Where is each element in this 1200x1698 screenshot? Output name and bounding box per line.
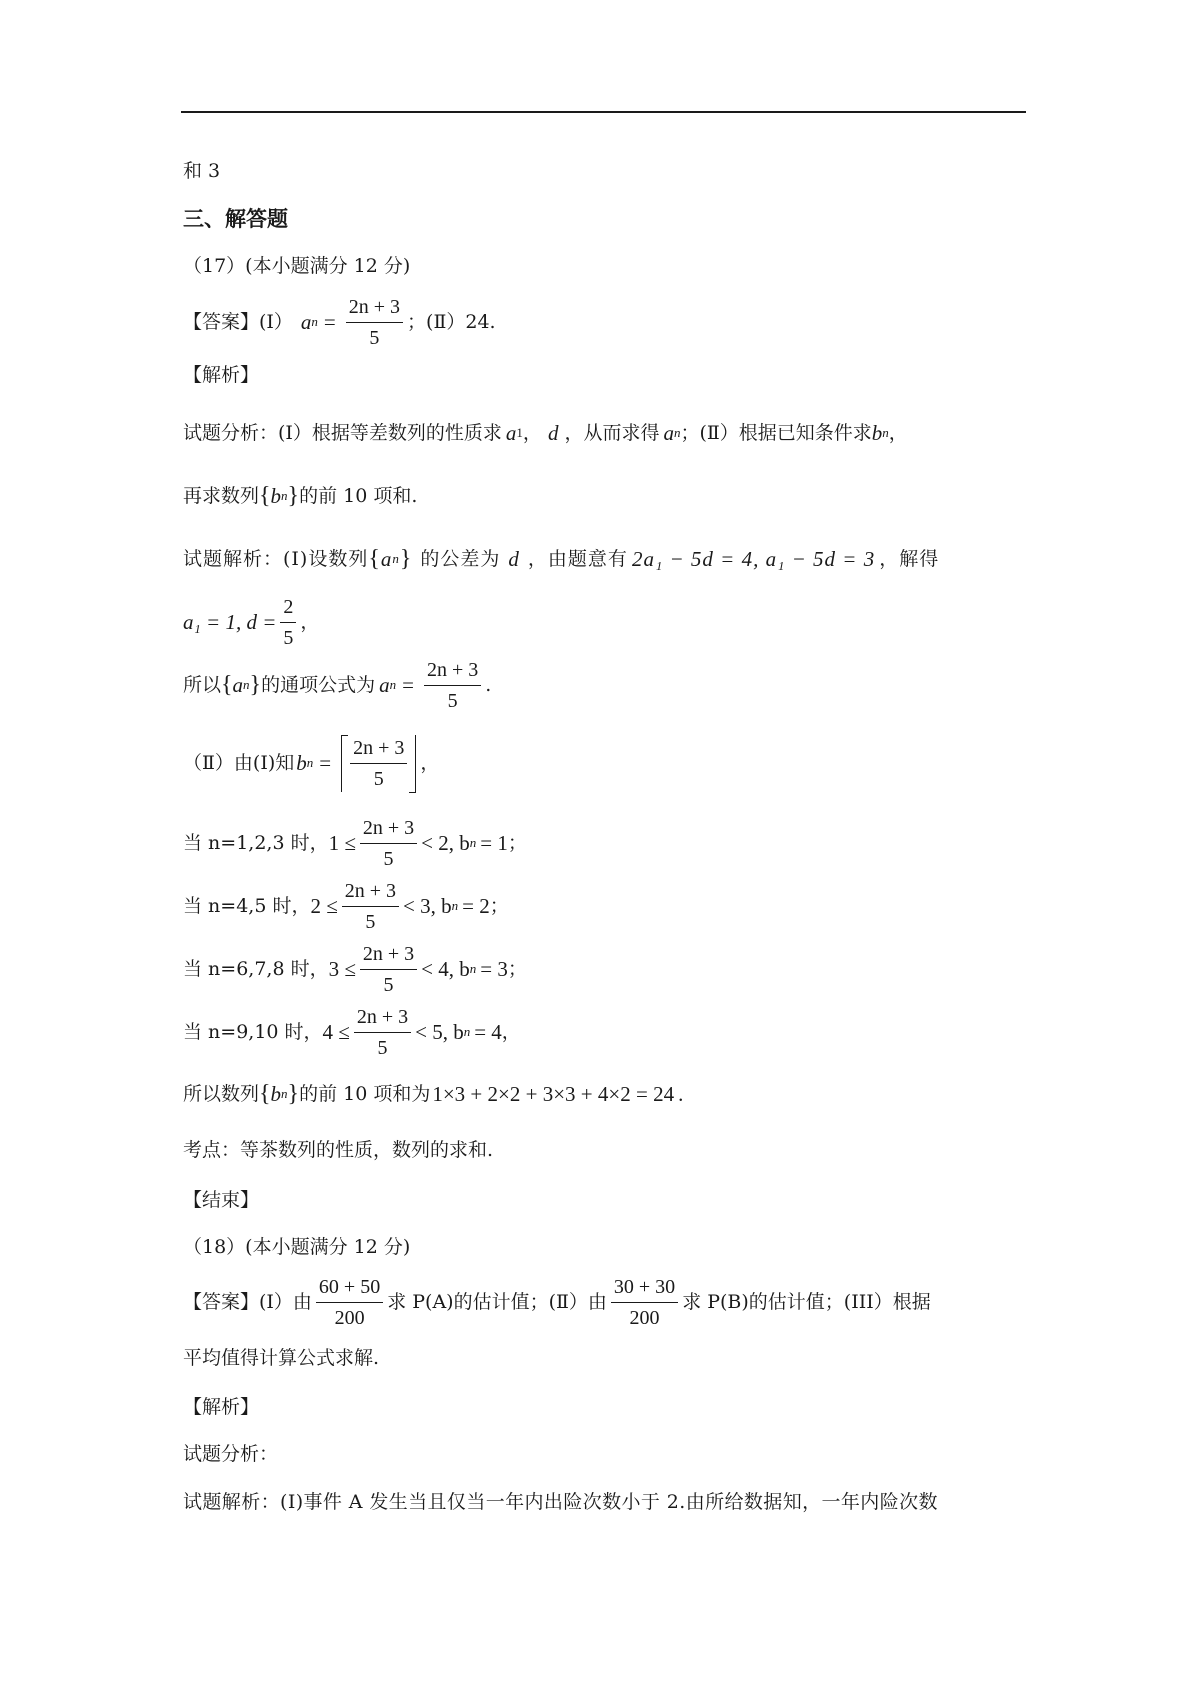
numerator: 2n + 3 [342,878,399,907]
problem-18-title [183,1235,410,1259]
fraction [280,594,296,651]
fraction [346,294,403,351]
solution-step-1-result [183,592,319,652]
math-sub: n [389,677,397,692]
line-text: 的通项公式为 [261,674,376,696]
line-text: 试题解析：(Ⅰ)设数列 [183,548,369,570]
sum-result [183,1079,683,1109]
line-text: 【解析】 [183,364,260,386]
denominator: 5 [447,689,458,712]
denominator: 200 [629,1306,660,1329]
end-marker [183,1188,259,1212]
math-sub: n [673,425,681,440]
general-term [183,655,491,715]
denominator: 5 [373,767,384,790]
line-text: 再求数列 [183,485,260,507]
brace-left: { [259,483,271,509]
line-text: ，解得 [879,548,940,570]
math-sub: n [463,1024,471,1039]
math-var: b [871,421,883,445]
fraction [354,1004,411,1061]
line-text: ；(Ⅱ）根据已知条件求 [680,422,872,444]
line-text: ， [420,752,440,774]
heading-text: 三、解答题 [183,206,288,231]
ceiling-bracket [341,735,416,792]
math-expr: = 3 [480,957,508,981]
denominator: 5 [377,1036,388,1059]
fraction [316,1274,383,1331]
numerator: 2n + 3 [424,657,481,686]
denominator: 5 [283,626,294,649]
numerator: 2n + 3 [346,294,403,323]
line-text: ， [888,422,908,444]
numerator: 2n + 3 [354,1004,411,1033]
brace-right: } [249,672,262,698]
case-n-678 [183,939,527,999]
fraction [360,941,417,998]
math-var: d [547,421,559,445]
numerator: 2n + 3 [360,815,417,844]
math-sub: n [392,551,400,566]
math-sub: n [882,425,889,440]
numerator: 30 + 30 [611,1274,678,1303]
numerator: 2n + 3 [360,941,417,970]
math-sub: 1 [516,425,523,440]
math-equation: 1×3 + 2×2 + 3×3 + 4×2 = 24 [432,1082,675,1106]
analysis-label [183,363,259,387]
fraction [342,878,399,935]
key-points [183,1138,493,1162]
line-text: ，从而求得 [564,422,660,444]
brace-left: { [259,1081,271,1107]
line-text: ，由题意有 [527,548,628,570]
math-var: a [380,547,393,571]
line-text: ；(Ⅱ）24. [407,311,496,333]
brace-right: } [399,546,413,572]
line-text: 所以数列 [183,1083,260,1105]
fraction [350,735,407,792]
math-sub: n [281,1086,288,1101]
line-text: （Ⅱ）由(Ⅰ)知 [183,752,295,774]
math-sub: n [311,314,318,329]
math-expr: = 2 [462,894,490,918]
math-expr: 4 ≤ [322,1020,350,1044]
line-text: 和 3 [183,160,221,182]
numerator: 2 [280,594,296,623]
line-text: . [678,1082,684,1106]
header-rule [181,111,1026,113]
line-text: 当 n=6,7,8 时， [183,958,329,980]
line-text: 当 n=4,5 时， [183,895,311,917]
line-text: ， [300,611,320,633]
math-expr: = 1 [480,831,508,855]
case-n-123 [183,813,527,873]
line-text: ； [489,895,509,917]
solution-step-1 [183,544,939,574]
line-text: 求 P(B)的估计值；(III）根据 [682,1291,931,1313]
math-var: b [270,1082,282,1106]
brace-right: } [287,483,300,509]
case-n-910 [183,1002,521,1062]
math-sub: n [469,835,477,850]
answer-17 [183,292,496,352]
math-equation: 2a₁ − 5d = 4, a₁ − 5d = 3 [631,547,876,571]
case-n-45 [183,876,509,936]
math-sub: n [306,755,314,770]
line-text: ； [507,958,527,980]
line-text: 的公差为 [420,548,501,570]
text-line [183,1346,379,1370]
line-text: 【结束】 [183,1189,260,1211]
text-line [183,159,220,183]
problem-17-title [183,254,410,278]
math-sub: n [243,677,250,692]
math-expr: < 4, b [421,957,470,981]
math-sub: n [469,961,477,976]
math-expr: < 2, b [421,831,470,855]
math-eq: = [323,310,336,334]
fraction [424,657,481,714]
line-text: 平均值得计算公式求解. [183,1347,380,1369]
line-text: ， [501,1021,521,1043]
numerator: 60 + 50 [316,1274,383,1303]
denominator: 5 [383,973,394,996]
line-text: . [485,674,492,696]
part-2-definition [183,730,439,796]
brace-left: { [221,672,233,698]
denominator: 5 [369,326,380,349]
math-sub: n [451,898,459,913]
brace-right: } [287,1081,300,1107]
math-var: a [663,421,674,445]
math-equation: a₁ = 1, d = [183,610,277,634]
answer-18 [183,1272,931,1332]
math-var: a [300,310,312,334]
fraction [611,1274,678,1331]
math-expr: 2 ≤ [310,894,338,918]
brace-left: { [368,546,381,572]
math-expr: 1 ≤ [328,831,356,855]
math-eq: = [402,673,414,697]
section-heading [183,207,288,231]
math-expr: < 5, b [415,1020,464,1044]
denominator: 200 [334,1306,365,1329]
line-text: 【解析】 [183,1396,260,1418]
math-var: b [296,751,307,775]
line-text: （18）(本小题满分 12 分) [183,1236,411,1258]
analysis-summary [183,418,908,448]
analysis-summary-cont [183,481,417,511]
analysis-label [183,1395,259,1419]
answer-label: 【答案】(Ⅰ）由 [183,1291,312,1313]
answer-label: 【答案】(Ⅰ） [183,311,293,333]
math-expr: < 3, b [403,894,452,918]
line-text: 当 n=1,2,3 时， [183,832,329,854]
math-var: a [379,673,390,697]
line-text: 求 P(A)的估计值；(Ⅱ）由 [387,1291,607,1313]
line-text: 试题分析：(Ⅰ）根据等差数列的性质求 [183,422,502,444]
line-text: 考点：等茶数列的性质，数列的求和. [183,1139,494,1161]
solution-18 [183,1490,938,1514]
line-text: 的前 10 项和为 [299,1083,431,1105]
line-text: 所以 [183,674,222,696]
math-expr: = 4 [474,1020,502,1044]
line-text: （17）(本小题满分 12 分) [183,255,411,277]
denominator: 5 [383,847,394,870]
line-text: 当 n=9,10 时， [183,1021,323,1043]
line-text: 试题分析： [183,1443,279,1465]
line-text: ， [522,422,542,444]
line-text: 试题解析：(Ⅰ)事件 A 发生当且仅当一年内出险次数小于 2.由所给数据知，一年内险次数 [183,1491,938,1513]
math-var: d [508,547,520,571]
math-sub: n [281,488,288,503]
numerator: 2n + 3 [350,735,407,764]
math-expr: 3 ≤ [328,957,356,981]
fraction [360,815,417,872]
math-var: b [270,484,282,508]
math-eq: = [319,751,332,775]
math-var: a [505,421,517,445]
line-text: 的前 10 项和. [299,485,418,507]
analysis-summary [183,1442,278,1466]
math-var: a [232,673,244,697]
line-text: ； [507,832,527,854]
denominator: 5 [365,910,376,933]
